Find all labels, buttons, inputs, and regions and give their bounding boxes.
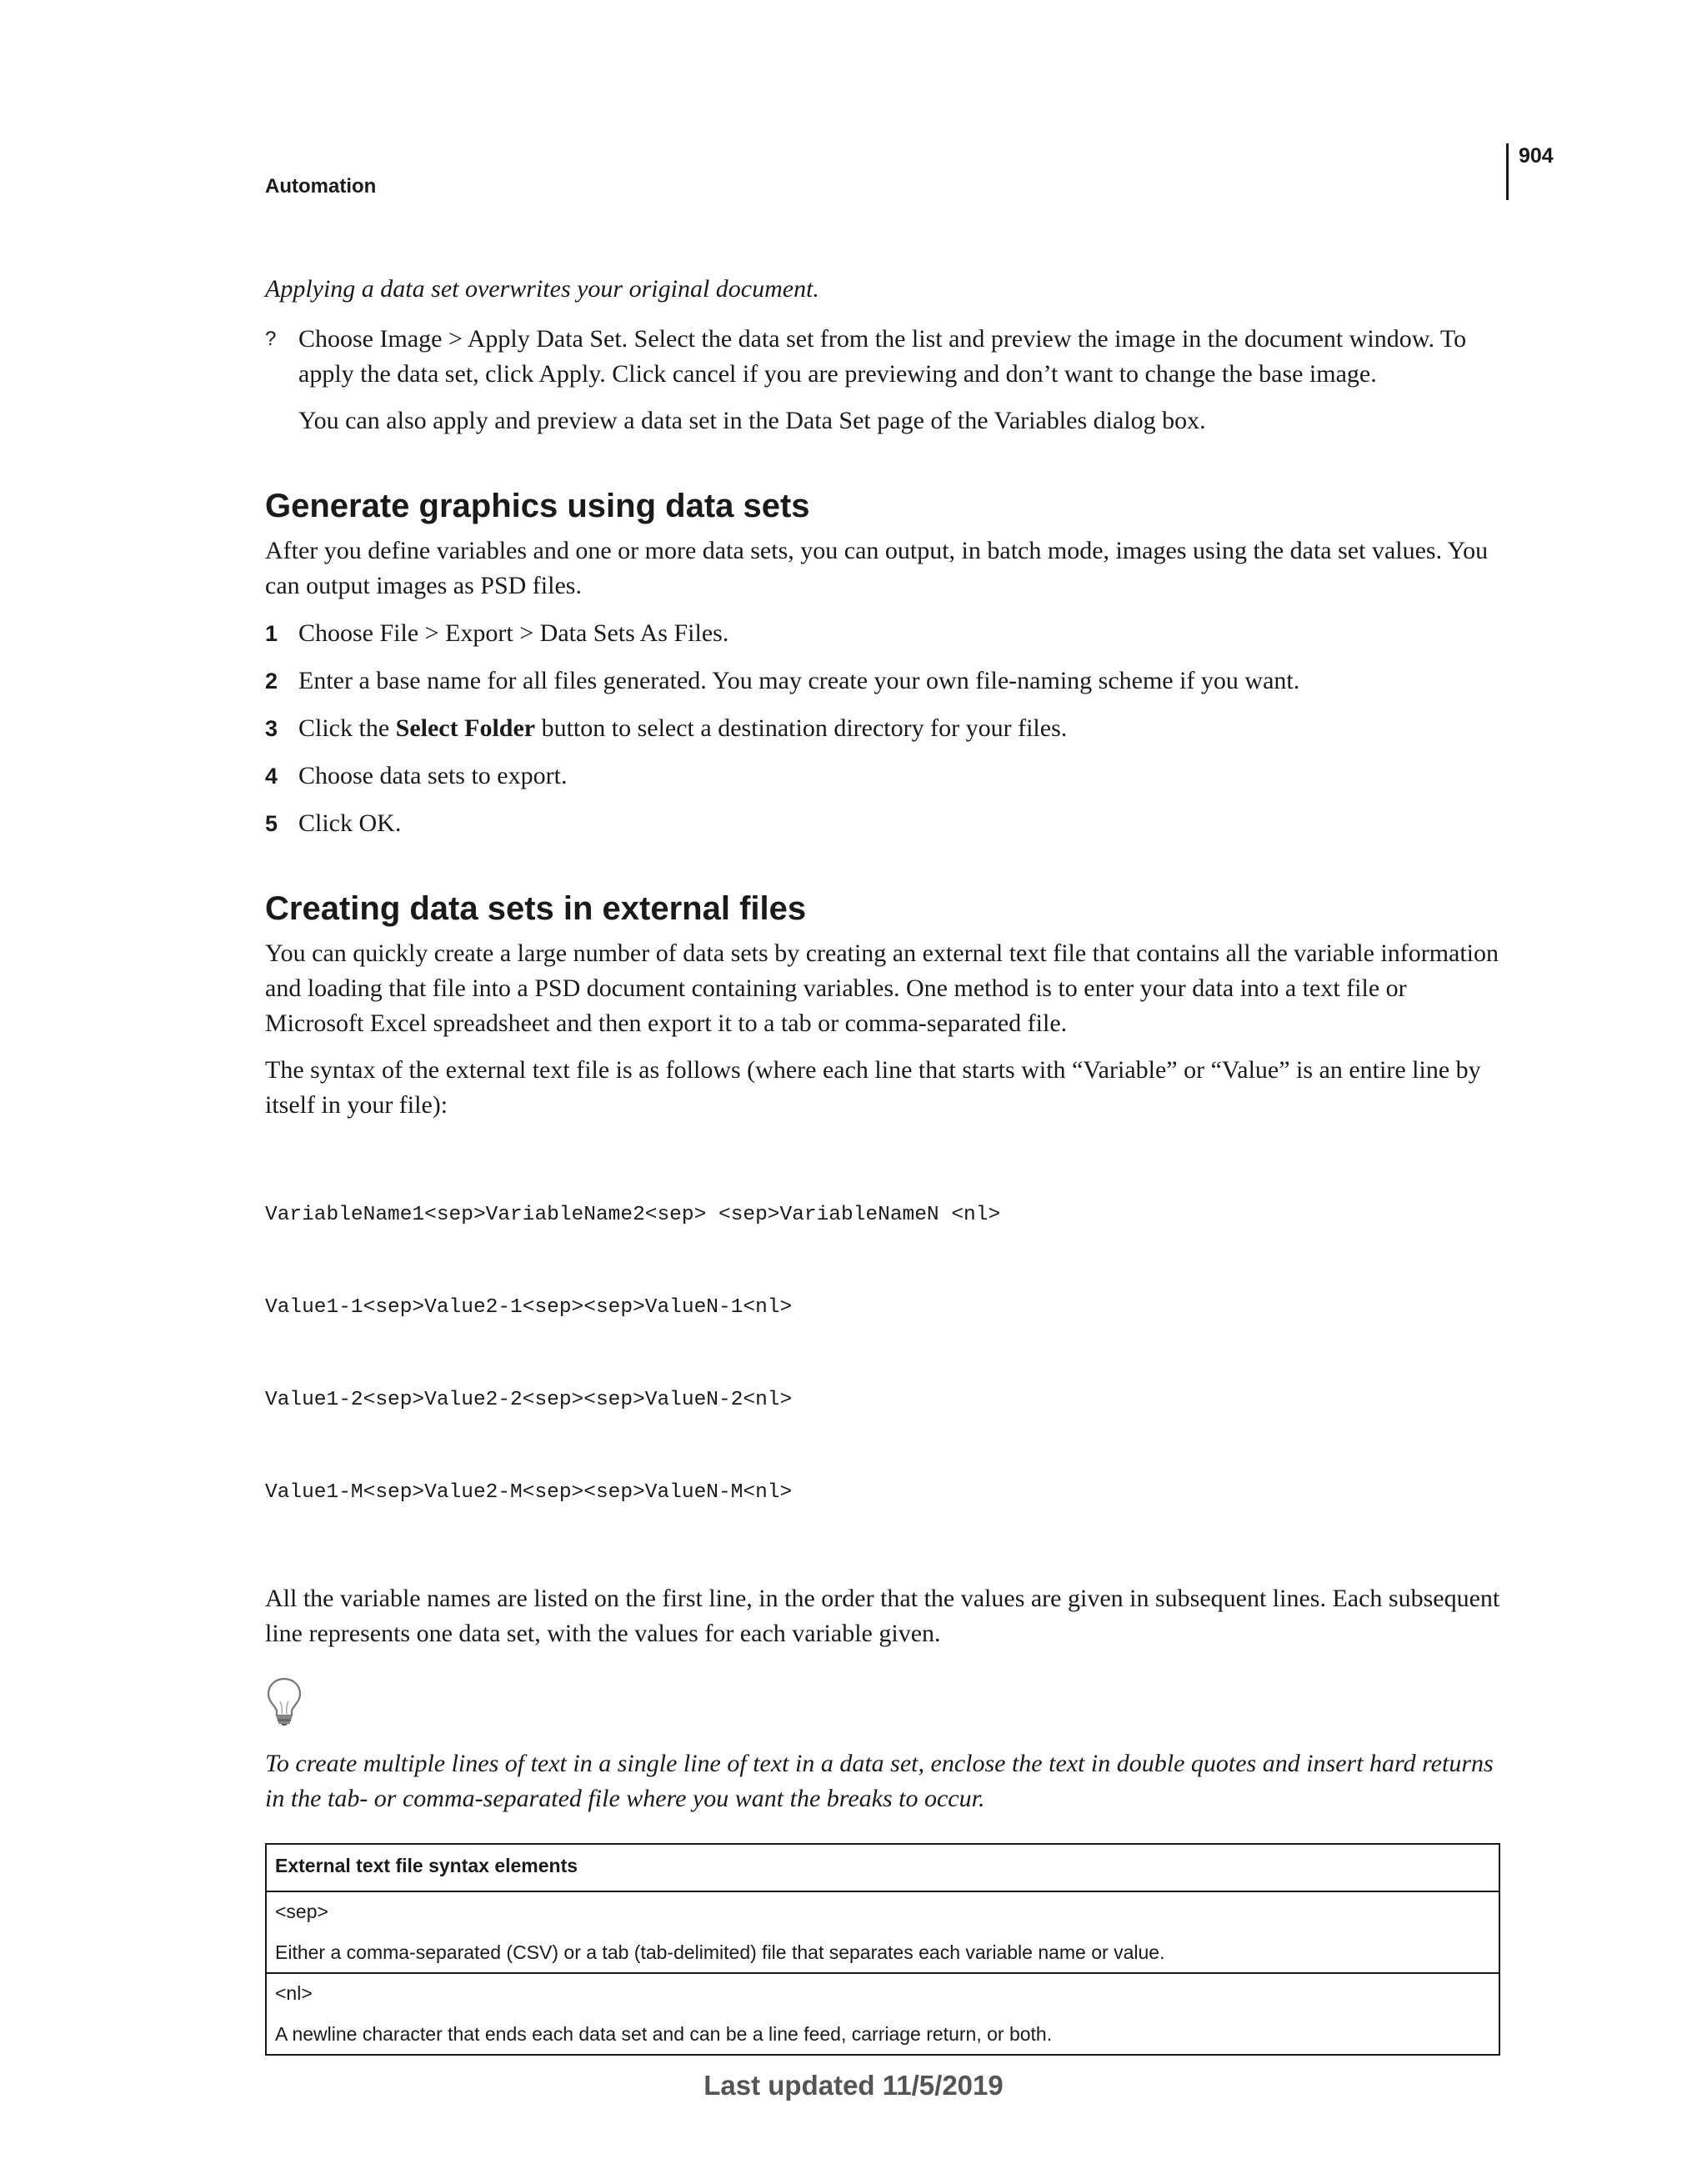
step-text-before: Click the [298, 714, 396, 742]
step-text-after: button to select a destination directory for your files. [535, 714, 1068, 742]
select-folder-term: Select Folder [395, 714, 536, 742]
step-text [298, 711, 1067, 746]
step-number: 5 [265, 811, 278, 836]
section2-paragraph-3: All the variable names are listed on the first line, in the order that the values are given in subsequent lines. Each subsequent line represents one data set, with the values for each variable given. [265, 1585, 1500, 1647]
syntax-code-block [265, 1138, 1500, 1570]
step-number: 1 [265, 621, 278, 646]
section2-paragraph-1: You can quickly create a large number of data sets by creating an external text file that contains all the variable information and loading that file into a PSD document containing variables. One method is to enter your data into a text file or Microsoft Excel spreadsheet and then export it to a tab or comma-separated file. [265, 939, 1499, 1037]
footer-last-updated: Last updated 11/5/2019 [703, 2070, 1004, 2101]
element-description: Either a comma-separated (CSV) or a tab (tab-delimited) file that separates each variable name or value. [275, 1941, 1165, 1963]
section2-paragraph-2: The syntax of the external text file is as follows (where each line that starts with “Variable” or “Value” is an entire line by itself in your file): [265, 1056, 1481, 1119]
table-row [266, 1891, 1499, 1973]
table-header: External text file syntax elements [266, 1844, 1499, 1891]
step-item [265, 616, 1500, 651]
step-number: 2 [265, 669, 278, 694]
table-cell [266, 1973, 1499, 2055]
section-heading-generate-graphics: Generate graphics using data sets [265, 488, 810, 524]
table-row [266, 1973, 1499, 2055]
tip-text: To create multiple lines of text in a single line of text in a data set, enclose the text in double quotes and insert hard returns in the tab- or comma-separated file where you want the breaks to occur. [265, 1750, 1494, 1812]
step-text: Click OK. [298, 809, 402, 837]
header-rule [1506, 143, 1509, 200]
step-text: Choose data sets to export. [298, 762, 568, 789]
step-item [265, 664, 1500, 699]
lightbulb-icon [265, 1676, 303, 1726]
element-term: <sep> [275, 1901, 328, 1922]
table-header-row [266, 1844, 1499, 1891]
bullet-item [265, 322, 1500, 392]
code-line: Value1-M<sep>Value2-M<sep><sep>ValueN-M<nl> [265, 1481, 793, 1504]
step-item [265, 759, 1500, 794]
section-heading-external-files: Creating data sets in external files [265, 890, 807, 927]
page-number: 904 [1519, 144, 1554, 168]
code-line: Value1-2<sep>Value2-2<sep><sep>ValueN-2<nl> [265, 1389, 793, 1411]
bullet-text: Choose Image > Apply Data Set. Select the data set from the list and preview the image in the document window. To apply the data set, click Apply. Click cancel if you are previewing and don’t want to change the base image. [298, 325, 1467, 388]
page-content [265, 272, 1500, 2056]
step-text: Choose File > Export > Data Sets As Files. [298, 619, 729, 647]
step-number: 4 [265, 764, 278, 789]
step-text: Enter a base name for all files generated. You may create your own file-naming scheme if you want. [298, 667, 1300, 694]
bullet-mark: ? [265, 328, 277, 350]
running-head: Automation [265, 175, 377, 198]
bullet-followup: You can also apply and preview a data set in the Data Set page of the Variables dialog box. [298, 407, 1206, 434]
element-term: <nl> [275, 1982, 313, 2004]
step-item [265, 806, 1500, 841]
syntax-elements-table [265, 1843, 1500, 2056]
element-description: A newline character that ends each data set and can be a line feed, carriage return, or both. [275, 2023, 1053, 2045]
code-line: Value1-1<sep>Value2-1<sep><sep>ValueN-1<nl> [265, 1296, 793, 1319]
section1-paragraph: After you define variables and one or more data sets, you can output, in batch mode, images using the data set values. You can output images as PSD files. [265, 537, 1489, 599]
intro-note: Applying a data set overwrites your original document. [265, 275, 819, 303]
code-line: VariableName1<sep>VariableName2<sep> <sep>VariableNameN <nl> [265, 1204, 1001, 1226]
step-number: 3 [265, 716, 278, 741]
step-item [265, 711, 1500, 746]
table-cell [266, 1891, 1499, 1973]
